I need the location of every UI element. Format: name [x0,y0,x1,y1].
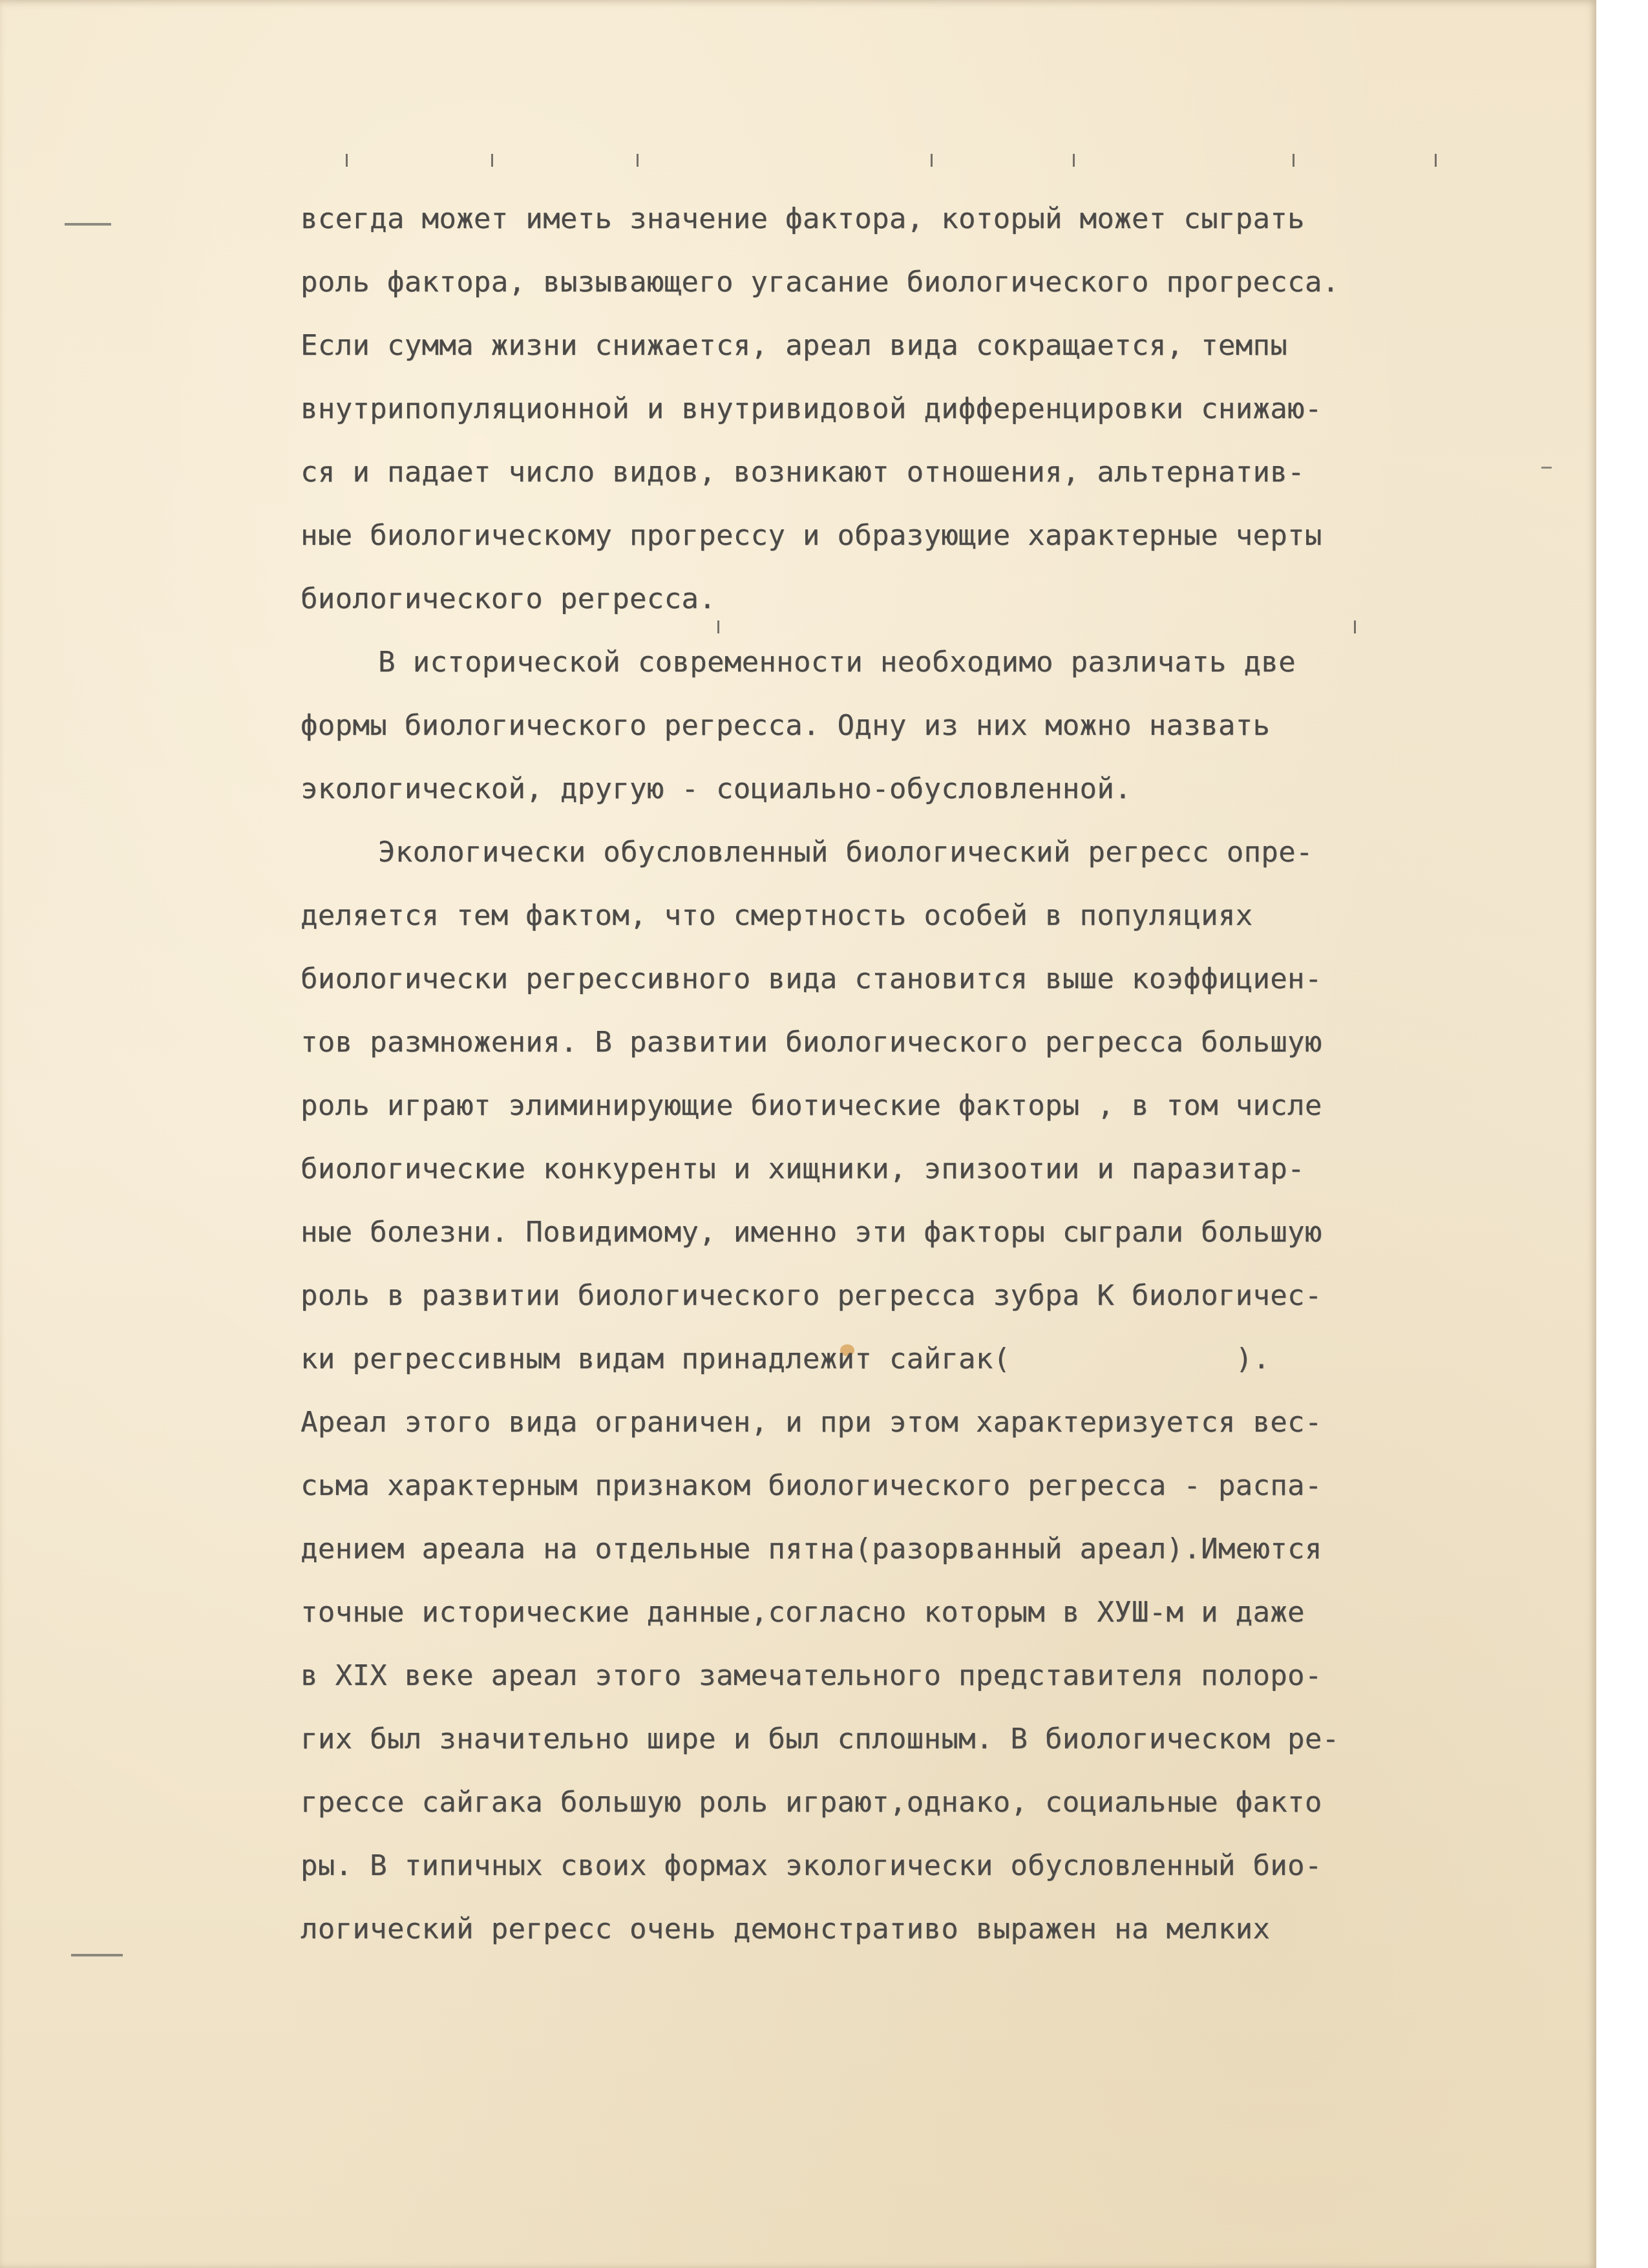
text-line: внутрипопуляционной и внутривидовой дифференцировки снижаю- [301,392,1322,425]
text-line: роль фактора, вызывающего угасание биологического прогресса. [301,266,1340,299]
text-line: ся и падает число видов, возникают отношения, альтернатив- [301,456,1305,489]
text-line: в XIX веке ареал этого замечательного представителя полоро- [301,1659,1322,1692]
text-line: биологические конкуренты и хищники, эпизоотии и паразитар- [301,1152,1305,1185]
text-line: экологической, другую - социально-обусловленной. [301,772,1132,805]
margin-mark-top-left [65,223,111,226]
text-line: деляется тем фактом, что смертность особей в популяциях [301,899,1253,932]
typewriter-tick [1293,154,1294,167]
typewriter-tick [1073,154,1075,167]
text-line: логический регресс очень демонстративо выражен на мелких [301,1913,1271,1945]
text-line: всегда может иметь значение фактора, который может сыграть [301,202,1305,235]
text-line: тов размножения. В развитии биологического регресса большую [301,1026,1322,1059]
text-line: Ареал этого вида ограничен, и при этом характеризуется вес- [301,1406,1322,1439]
typewriter-tick [1435,154,1437,167]
margin-mark-right [1541,467,1552,469]
typewriter-tick [931,154,933,167]
text-line: формы биологического регресса. Одну из них можно назвать [301,709,1271,742]
typewriter-tick [346,154,348,167]
text-line: точные исторические данные,согласно которым в ХУШ-м и даже [301,1596,1305,1629]
text-line: роль в развитии биологического регресса зубра К биологичес- [301,1279,1322,1312]
margin-mark-bottom-left [71,1954,123,1956]
text-line: биологического регресса. [301,582,716,615]
text-line: грессе сайгака большую роль играют,однако, социальные факто [301,1786,1322,1819]
typewriter-tick [637,154,639,167]
typewriter-tick [491,154,493,167]
paragraph-start-line: Экологически обусловленный биологический регресс опре- [378,836,1313,869]
text-line: ры. В типичных своих формах экологически обусловленный био- [301,1849,1322,1882]
text-line: ные биологическому прогрессу и образующие характерные черты [301,519,1322,552]
text-line: роль играют элиминирующие биотические факторы , в том числе [301,1089,1322,1122]
scan-background [1596,0,1648,2268]
text-line: ки регрессивным видам принадлежит сайгак( ). [301,1342,1271,1375]
text-line: дением ареала на отдельные пятна(разорванный ареал).Имеются [301,1532,1322,1565]
text-line: сьма характерным признаком биологического регресса - распа- [301,1469,1322,1502]
text-line: ные болезни. Повидимому, именно эти факторы сыграли большую [301,1216,1322,1249]
typed-text-body [301,187,1483,1961]
text-line: Если сумма жизни снижается, ареал вида сокращается, темпы [301,329,1288,362]
text-line: биологически регрессивного вида становится выше коэффициен- [301,962,1322,995]
text-line: гих был значительно шире и был сплошным. В биологическом ре- [301,1722,1340,1755]
paragraph-start-line: В исторической современности необходимо различать две [378,646,1296,679]
